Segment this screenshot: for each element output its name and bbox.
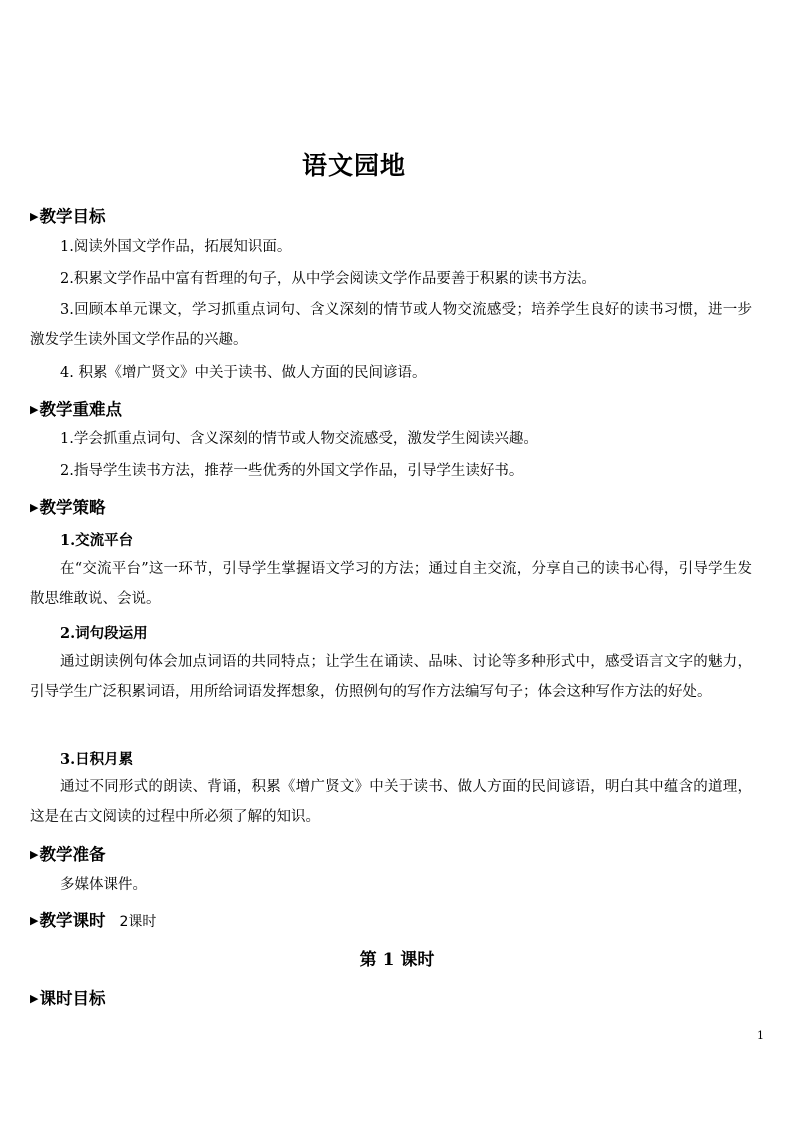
page-title: 语文园地 — [301, 151, 406, 180]
section-heading-goals: ▶教学目标 — [30, 207, 106, 226]
key-point-item-2: 2.指导学生读书方法，推荐一些优秀的外国文学作品，引导学生读好书。 — [60, 463, 524, 479]
section-heading-strategy: ▶教学策略 — [30, 498, 106, 517]
page-number: 1 — [757, 1029, 764, 1042]
goal-item-3: 3.回顾本单元课文，学习抓重点词句、含义深刻的情节或人物交流感受；培养学生良好的读书习惯，进一步激发学生读外国文学作品的兴趣。 — [30, 302, 752, 348]
section-heading-periods: ▶教学课时 2课时 — [30, 911, 157, 930]
bullet-triangle-icon: ▶ — [30, 914, 39, 927]
goal-item-2: 2.积累文学作品中富有哲理的句子，从中学会阅读文学作品要善于积累的读书方法。 — [60, 271, 596, 287]
lesson-title: 第 1 课时 — [359, 950, 435, 970]
periods-value: 2课时 — [119, 914, 157, 930]
strategy-subheading-1: 1.交流平台 — [60, 532, 134, 549]
strategy-text-3: 通过不同形式的朗读、背诵，积累《增广贤文》中关于读书、做人方面的民间谚语，明白其中蕴含的道理，这是在古文阅读的过程中所必须了解的知识。 — [30, 779, 752, 825]
goal-item-1: 1.阅读外国文学作品，拓展知识面。 — [60, 239, 292, 255]
bullet-triangle-icon: ▶ — [30, 403, 39, 416]
prep-text: 多媒体课件。 — [60, 877, 147, 893]
strategy-subheading-3: 3.日积月累 — [60, 751, 134, 768]
bullet-triangle-icon: ▶ — [30, 992, 39, 1005]
strategy-text-1: 在“交流平台”这一环节，引导学生掌握语文学习的方法；通过自主交流，分享自己的读书心得，引导学生发散思维敢说、会说。 — [30, 561, 752, 607]
key-point-item-1: 1.学会抓重点词句、含义深刻的情节或人物交流感受，激发学生阅读兴趣。 — [60, 431, 538, 447]
strategy-subheading-2: 2.词句段运用 — [60, 625, 148, 642]
section-heading-key-points: ▶教学重难点 — [30, 400, 122, 419]
section-heading-lesson-goals: ▶课时目标 — [30, 989, 106, 1008]
bullet-triangle-icon: ▶ — [30, 210, 39, 223]
bullet-triangle-icon: ▶ — [30, 848, 39, 861]
bullet-triangle-icon: ▶ — [30, 501, 39, 514]
goal-item-4: 4. 积累《增广贤文》中关于读书、做人方面的民间谚语。 — [60, 365, 427, 381]
strategy-text-2: 通过朗读例句体会加点词语的共同特点；让学生在诵读、品味、讨论等多种形式中，感受语言文字的魅力，引导学生广泛积累词语，用所给词语发挥想象，仿照例句的写作方法编写句子；体会这种写作方法的好处。 — [30, 654, 752, 700]
section-heading-prep: ▶教学准备 — [30, 845, 106, 864]
